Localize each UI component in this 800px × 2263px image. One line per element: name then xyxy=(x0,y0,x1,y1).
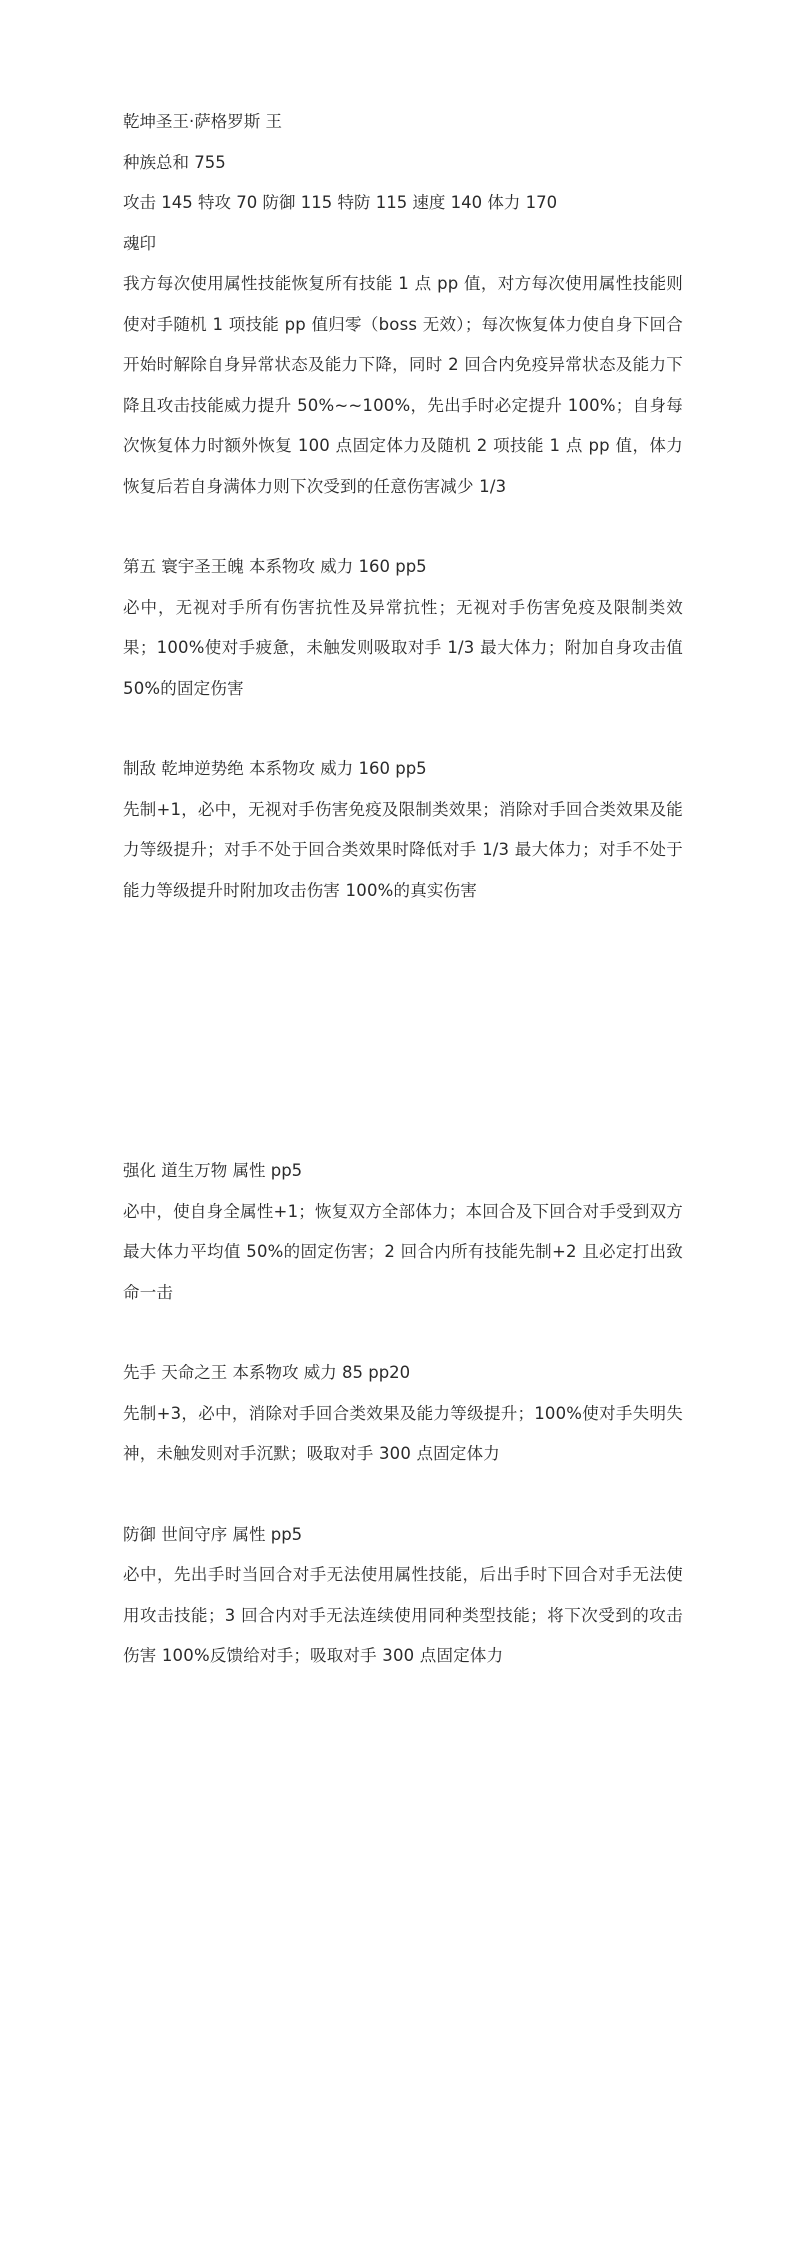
pet-name: 乾坤圣王·萨格罗斯 王 xyxy=(123,112,282,131)
skill-description: 必中，先出手时当回合对手无法使用属性技能，后出手时下回合对手无法使用攻击技能；3 回合内对手无法连续使用同种类型技能；将下次受到的攻击伤害 100%反馈给对手；吸取对手 300 点固定体力 xyxy=(123,1565,683,1665)
skill-description: 先制+1，必中，无视对手伤害免疫及限制类效果；消除对手回合类效果及能力等级提升；对手不处于回合类效果时降低对手 1/3 最大体力；对手不处于能力等级提升时附加攻击伤害 100%的真实伤害 xyxy=(123,799,683,900)
skill-description: 必中，使自身全属性+1；恢复双方全部体力；本回合及下回合对手受到双方最大体力平均值 50%的固定伤害；2 回合内所有技能先制+2 且必定打出致命一击 xyxy=(123,1201,683,1302)
stats-line: 攻击 145 特攻 70 防御 115 特防 115 速度 140 体力 170 xyxy=(123,193,558,212)
skill-description: 必中，无视对手所有伤害抗性及异常抗性；无视对手伤害免疫及限制类效果；100%使对手疲惫，未触发则吸取对手 1/3 最大体力；附加自身攻击值 50%的固定伤害 xyxy=(123,597,683,698)
soul-mark-description: 我方每次使用属性技能恢复所有技能 1 点 pp 值，对方每次使用属性技能则使对手随机 1 项技能 pp 值归零（boss 无效）；每次恢复体力使自身下回合开始时解除自身异常状态及能力下降，同时 2 回合内免疫异常状态及能力下降且攻击技能威力提升 50%~~100%，先出手时必定提升 100%；自身每次恢复体力时额外恢复 100 点固定体力及随机 2 项技能 1 点 pp 值，体力恢复后若自身满体力则下次受到的任意伤害减少 1/3 xyxy=(123,274,683,496)
skill-description: 先制+3，必中，消除对手回合类效果及能力等级提升；100%使对手失明失神，未触发则对手沉默；吸取对手 300 点固定体力 xyxy=(123,1403,683,1463)
race-total: 种族总和 755 xyxy=(123,152,226,172)
skill-title: 制敌 乾坤逆势绝 本系物攻 威力 160 pp5 xyxy=(123,759,427,778)
skill-title: 防御 世间守序 属性 pp5 xyxy=(123,1524,303,1544)
document-body xyxy=(123,102,683,1677)
soul-mark-title: 魂印 xyxy=(123,233,156,253)
skill-title: 强化 道生万物 属性 pp5 xyxy=(123,1161,303,1180)
skill-title: 第五 寰宇圣王魄 本系物攻 威力 160 pp5 xyxy=(123,557,427,576)
skill-title: 先手 天命之王 本系物攻 威力 85 pp20 xyxy=(123,1363,411,1382)
